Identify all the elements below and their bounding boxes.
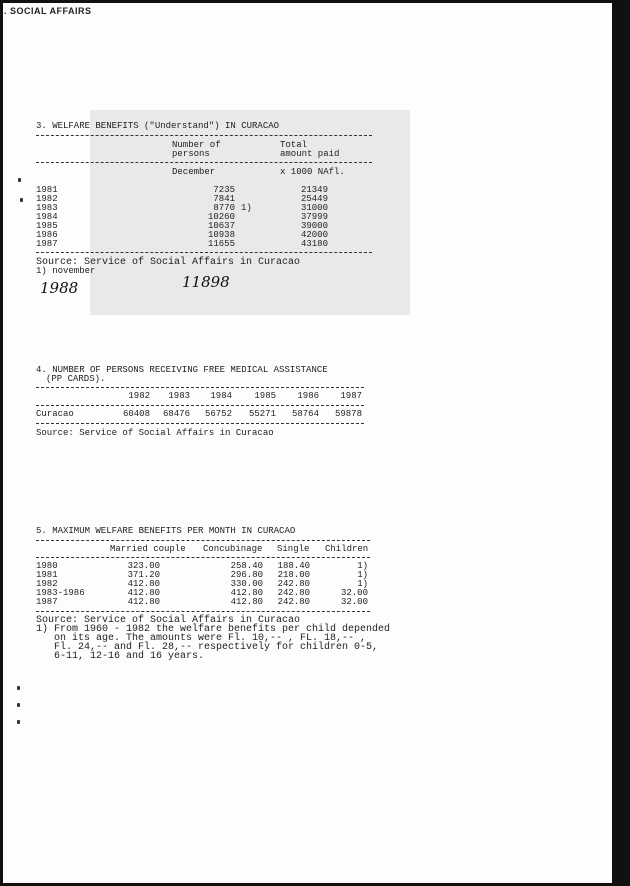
divider — [36, 387, 364, 388]
table-title: (PP CARDS). — [46, 374, 106, 384]
married: 412.80 — [127, 588, 160, 598]
divider — [36, 405, 364, 406]
scan-mark — [17, 720, 20, 724]
value: 60408 — [122, 409, 150, 419]
amount: 21349 — [300, 185, 328, 195]
col-header: amount paid — [280, 149, 340, 159]
divider — [36, 162, 372, 163]
value: 58764 — [291, 409, 319, 419]
footnote-line: on its age. The amounts were Fl. 10,-- , FL. 18,-- , — [36, 633, 367, 644]
scan-border-right — [612, 0, 630, 886]
handwritten-value: 11898 — [182, 273, 230, 291]
amount: 39000 — [300, 221, 328, 231]
value: 59878 — [334, 409, 362, 419]
table-title: 4. NUMBER OF PERSONS RECEIVING FREE MEDICAL ASSISTANCE — [36, 365, 328, 375]
persons: 7841 — [213, 194, 235, 204]
year: 1987 — [36, 239, 58, 249]
married: 412.80 — [127, 579, 160, 589]
page-header: . SOCIAL AFFAIRS — [4, 6, 92, 16]
col-header: Total — [280, 140, 308, 150]
divider — [36, 611, 370, 612]
table-title: 5. MAXIMUM WELFARE BENEFITS PER MONTH IN CURACAO — [36, 526, 296, 536]
year: 1985 — [36, 221, 58, 231]
children: 1) — [357, 561, 368, 571]
single: 242.80 — [277, 579, 310, 589]
scan-mark — [18, 178, 21, 182]
year: 1983-1986 — [36, 588, 85, 598]
value: 55271 — [248, 409, 276, 419]
persons: 10637 — [207, 221, 235, 231]
row-label: Curacao — [36, 409, 74, 419]
divider — [36, 540, 370, 541]
year: 1984 — [36, 212, 58, 222]
source-note: Source: Service of Social Affairs in Curacao — [36, 257, 301, 268]
col-header: Single — [277, 544, 310, 554]
amount: 43180 — [300, 239, 328, 249]
amount: 31000 — [300, 203, 328, 213]
divider — [36, 557, 370, 558]
children: 32.00 — [340, 588, 368, 598]
value: 68476 — [162, 409, 190, 419]
scan-mark — [17, 686, 20, 690]
married: 323.00 — [127, 561, 160, 571]
footnote-ref: 1) — [241, 203, 252, 213]
footnote: 1) november — [36, 266, 96, 276]
persons: 7235 — [213, 185, 235, 195]
concubinage: 330.00 — [230, 579, 263, 589]
year: 1980 — [36, 561, 58, 571]
year: 1986 — [36, 230, 58, 240]
concubinage: 412.80 — [230, 597, 263, 607]
concubinage: 258.40 — [230, 561, 263, 571]
table-title: 3. WELFARE BENEFITS ("Understand") IN CURACAO — [36, 121, 280, 131]
scan-mark — [20, 198, 23, 202]
divider — [36, 135, 372, 136]
year-header: 1982 — [128, 391, 150, 401]
footnote-line: 1) From 1960 - 1982 the welfare benefits per child depended — [36, 624, 391, 635]
year: 1982 — [36, 194, 58, 204]
value: 56752 — [204, 409, 232, 419]
source-note: Source: Service of Social Affairs in Curacao — [36, 615, 301, 626]
col-header: Children — [325, 544, 369, 554]
married: 371.20 — [127, 570, 160, 580]
year-header: 1983 — [168, 391, 190, 401]
unit-label: December — [172, 167, 216, 177]
persons: 8770 — [213, 203, 235, 213]
single: 242.80 — [277, 588, 310, 598]
year-header: 1986 — [297, 391, 319, 401]
col-header: Number of — [172, 140, 221, 150]
scan-border-top — [0, 0, 630, 3]
col-header: Married couple — [110, 544, 186, 554]
scan-border-left — [0, 0, 3, 886]
persons: 11655 — [207, 239, 235, 249]
source-note: Source: Service of Social Affairs in Curacao — [36, 428, 274, 438]
concubinage: 296.80 — [230, 570, 263, 580]
concubinage: 412.80 — [230, 588, 263, 598]
amount: 25449 — [300, 194, 328, 204]
year-header: 1987 — [340, 391, 362, 401]
amount: 42000 — [300, 230, 328, 240]
unit-label: x 1000 NAfl. — [280, 167, 345, 177]
handwritten-year: 1988 — [40, 279, 79, 297]
amount: 37999 — [300, 212, 328, 222]
divider — [36, 423, 364, 424]
single: 242.80 — [277, 597, 310, 607]
children: 1) — [357, 570, 368, 580]
col-header: Concubinage — [203, 544, 263, 554]
persons: 10260 — [207, 212, 235, 222]
divider — [36, 252, 372, 253]
children: 32.00 — [340, 597, 368, 607]
single: 218.00 — [277, 570, 310, 580]
married: 412.80 — [127, 597, 160, 607]
year-header: 1985 — [254, 391, 276, 401]
year-header: 1984 — [210, 391, 232, 401]
year: 1983 — [36, 203, 58, 213]
year: 1982 — [36, 579, 58, 589]
footnote-line: 6-11, 12-16 and 16 years. — [36, 651, 205, 662]
col-header: persons — [172, 149, 210, 159]
footnote-line: Fl. 24,-- and Fl. 28,-- respectively for children 0-5, — [36, 642, 379, 653]
children: 1) — [357, 579, 368, 589]
scan-mark — [17, 703, 20, 707]
year: 1987 — [36, 597, 58, 607]
single: 188.40 — [277, 561, 310, 571]
persons: 10938 — [207, 230, 235, 240]
year: 1981 — [36, 185, 58, 195]
year: 1981 — [36, 570, 58, 580]
